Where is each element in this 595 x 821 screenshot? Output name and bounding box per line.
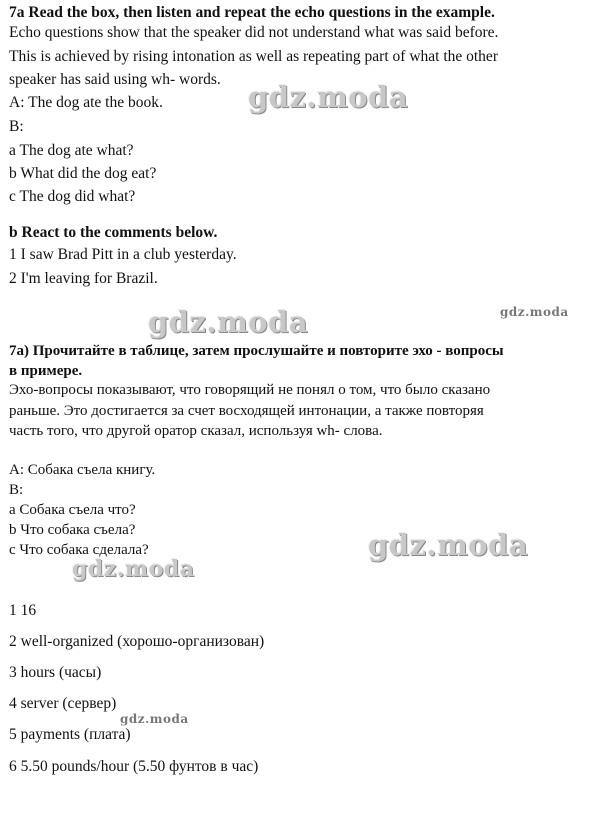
example-option-a: a The dog ate what? (9, 142, 134, 159)
intro-paragraph-line-1: Echo questions show that the speaker did not understand what was said before. (9, 24, 499, 41)
watermark-logo-small: gdz.moda (500, 305, 569, 319)
example-speaker-a: A: The dog ate the book. (9, 94, 163, 111)
watermark-logo-small: gdz.moda (120, 712, 189, 726)
russian-example-option-a: a Собака съела что? (9, 502, 136, 518)
example-speaker-b: B: (9, 118, 24, 135)
intro-paragraph-line-3: speaker has said using wh- words. (9, 71, 221, 88)
example-option-c: c The dog did what? (9, 188, 136, 205)
comment-1: 1 I saw Brad Pitt in a club yesterday. (9, 246, 237, 263)
comment-2: 2 I'm leaving for Brazil. (9, 270, 158, 287)
answer-1: 1 16 (9, 602, 37, 619)
answer-5: 5 payments (плата) (9, 726, 131, 743)
russian-heading-line-1: 7a) Прочитайте в таблице, затем прослушайте и повторите эхо - вопросы (9, 343, 504, 359)
russian-paragraph-line-2: раньше. Это достигается за счет восходящей интонации, а также повторяя (9, 403, 484, 419)
russian-paragraph-line-1: Эхо-вопросы показывают, что говорящий не понял о том, что было сказано (9, 382, 491, 398)
answer-6: 6 5.50 pounds/hour (5.50 фунтов в час) (9, 758, 259, 775)
watermark-logo: gdz.moda (248, 80, 409, 114)
russian-example-option-c: c Что собака сделала? (9, 542, 149, 558)
example-option-b: b What did the dog eat? (9, 165, 157, 182)
answer-3: 3 hours (часы) (9, 664, 102, 681)
russian-paragraph-line-3: часть того, что другой оратор сказал, используя wh- слова. (9, 423, 383, 439)
russian-example-option-b: b Что собака съела? (9, 522, 136, 538)
watermark-logo: gdz.moda (72, 556, 195, 582)
russian-example-speaker-b: B: (9, 482, 24, 498)
answer-4: 4 server (сервер) (9, 695, 117, 712)
answer-2: 2 well-organized (хорошо-организован) (9, 633, 265, 650)
watermark-logo: gdz.moda (148, 305, 309, 339)
exercise-heading: 7a Read the box, then listen and repeat the echo questions in the example. (9, 4, 495, 21)
intro-paragraph-line-2: This is achieved by rising intonation as well as repeating part of what the other (9, 48, 498, 65)
watermark-logo: gdz.moda (368, 528, 529, 562)
part-b-heading: b React to the comments below. (9, 224, 218, 241)
russian-example-speaker-a: A: Собака съела книгу. (9, 462, 156, 478)
russian-heading-line-2: в примере. (9, 363, 83, 379)
